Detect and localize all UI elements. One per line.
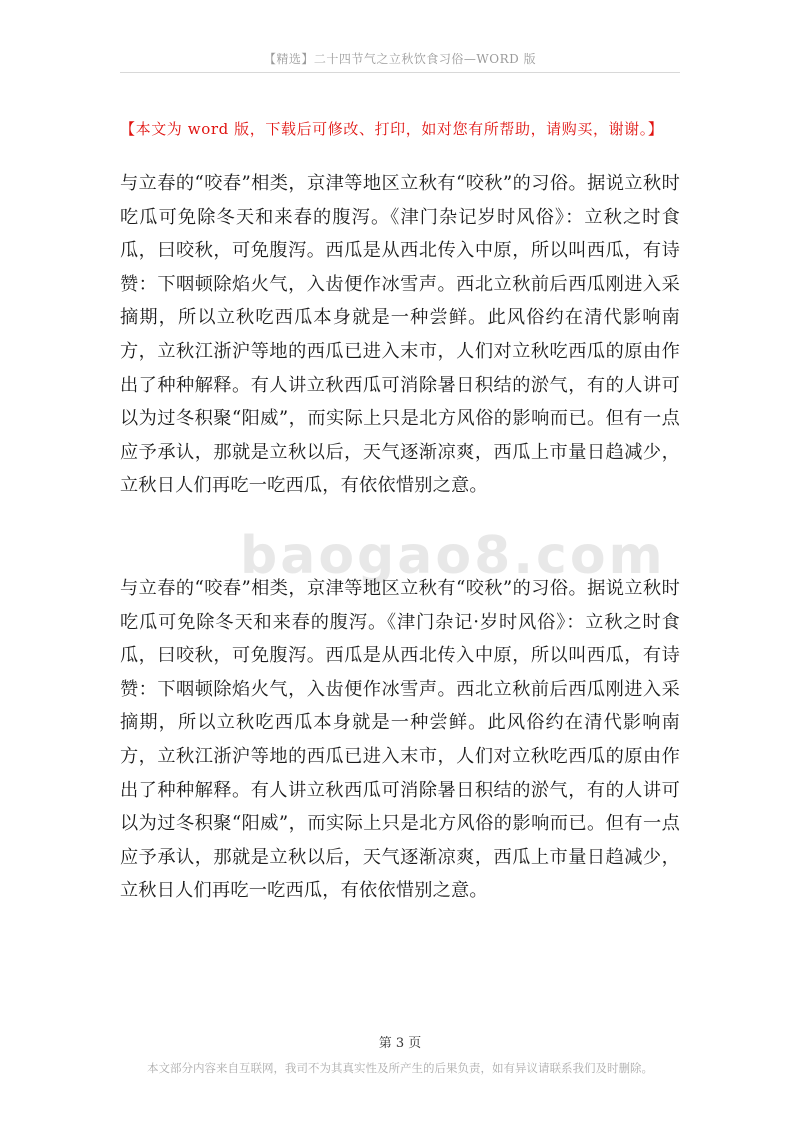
header-divider	[120, 72, 680, 73]
watermark: baogao8.com	[240, 526, 666, 586]
page-number: 第 3 页	[378, 1036, 422, 1051]
body-paragraph-1: 与立春的“咬春”相类，京津等地区立秋有“咬秋”的习俗。据说立秋时吃瓜可免除冬天和来春的腹泻。《津门杂记岁时风俗》：立秋之时食瓜，曰咬秋，可免腹泻。西瓜是从西北传入中原，所以叫西瓜，有诗赞：下咽顿除焰火气，入齿便作冰雪声。西北立秋前后西瓜刚进入采摘期，所以立秋吃西瓜本身就是一种尝鲜。此风俗约在清代影响南方，立秋江浙沪等地的西瓜已进入末市，人们对立秋吃西瓜的原由作出了种种解释。有人讲立秋西瓜可消除暑日积结的淤气，有的人讲可以为过冬积聚“阳威”，而实际上只是北方风俗的影响而已。但有一点应予承认，那就是立秋以后，天气逐渐凉爽，西瓜上市量日趋减少，立秋日人们再吃一吃西瓜，有依依惜别之意。	[120, 173, 680, 497]
download-notice: 【本文为 word 版，下载后可修改、打印，如对您有所帮助，请购买，谢谢。】	[120, 120, 664, 138]
page-footer-disclaimer: 本文部分内容来自互联网，我司不为其真实性及所产生的后果负责，如有异议请联系我们及时删除。	[147, 1061, 653, 1075]
page-header: 【精选】二十四节气之立秋饮食习俗—WORD 版	[263, 52, 537, 66]
body-paragraph-2: 与立春的“咬春”相类，京津等地区立秋有“咬秋”的习俗。据说立秋时吃瓜可免除冬天和来春的腹泻。《津门杂记·岁时风俗》：立秋之时食瓜，曰咬秋，可免腹泻。西瓜是从西北传入中原，所以叫西瓜，有诗赞：下咽顿除焰火气，入齿便作冰雪声。西北立秋前后西瓜刚进入采摘期，所以立秋吃西瓜本身就是一种尝鲜。此风俗约在清代影响南方，立秋江浙沪等地的西瓜已进入末市，人们对立秋吃西瓜的原由作出了种种解释。有人讲立秋西瓜可消除暑日积结的淤气，有的人讲可以为过冬积聚“阳威”，而实际上只是北方风俗的影响而已。但有一点应予承认，那就是立秋以后，天气逐渐凉爽，西瓜上市量日趋减少，立秋日人们再吃一吃西瓜，有依依惜别之意。	[120, 578, 680, 902]
